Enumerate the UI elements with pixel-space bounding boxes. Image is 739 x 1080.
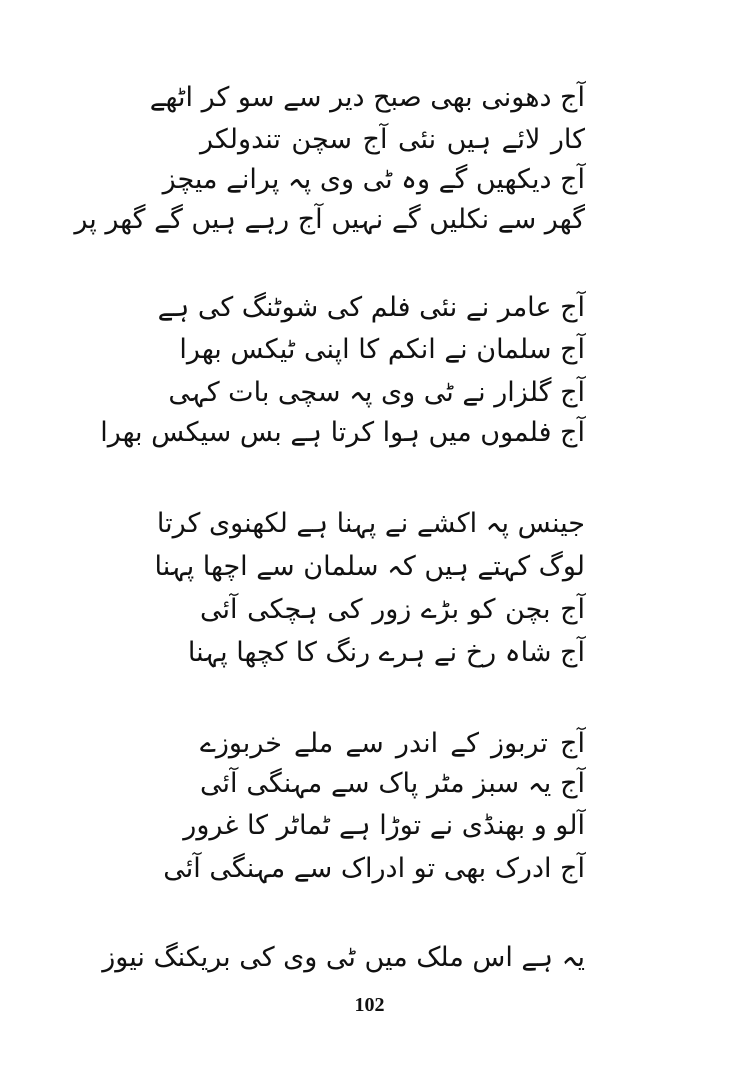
poem-line: آج گلزار نے ٹی وی پہ سچی بات کہی [168,377,585,408]
poem-line: آج تربوز کے اندر سے ملے خربوزے [200,728,585,759]
poem-line: یہ ہے اس ملک میں ٹی وی کی بریکنگ نیوز [102,942,585,973]
poem-line: آج عامر نے نئی فلم کی شوٹنگ کی ہے [157,292,585,323]
poem-line: آلو و بھنڈی نے توڑا ہے ٹماٹر کا غرور [183,810,585,841]
poem-line: آج دھونی بھی صبح دیر سے سو کر اٹھے [149,82,585,113]
poem-line: آج دیکھیں گے وہ ٹی وی پہ پرانے میچز [162,164,585,195]
poem-line: آج فلموں میں ہوا کرتا ہے بس سیکس بھرا [100,417,585,448]
poem-line: گھر سے نکلیں گے نہیں آج رہے ہیں گے گھر پر [74,204,585,235]
poem-line: آج یہ سبز مٹر پاک سے مہنگی آئی [200,768,585,799]
poem-line: لوگ کہتے ہیں کہ سلمان سے اچھا پہنا [154,551,585,582]
poem-line: آج شاہ رخ نے ہرے رنگ کا کچھا پہنا [187,637,585,668]
poem-line: جینس پہ اکشے نے پہنا ہے لکھنوی کرتا [156,508,585,539]
poem-line: آج بچن کو بڑے زور کی ہچکی آئی [200,594,585,625]
poem-line: آج سلمان نے انکم کا اپنی ٹیکس بھرا [179,334,585,365]
poem-line: کار لائے ہیں نئی آج سچن تندولکر [200,124,585,155]
page-number: 102 [354,994,385,1016]
poem-line: آج ادرک بھی تو ادراک سے مہنگی آئی [163,853,585,884]
